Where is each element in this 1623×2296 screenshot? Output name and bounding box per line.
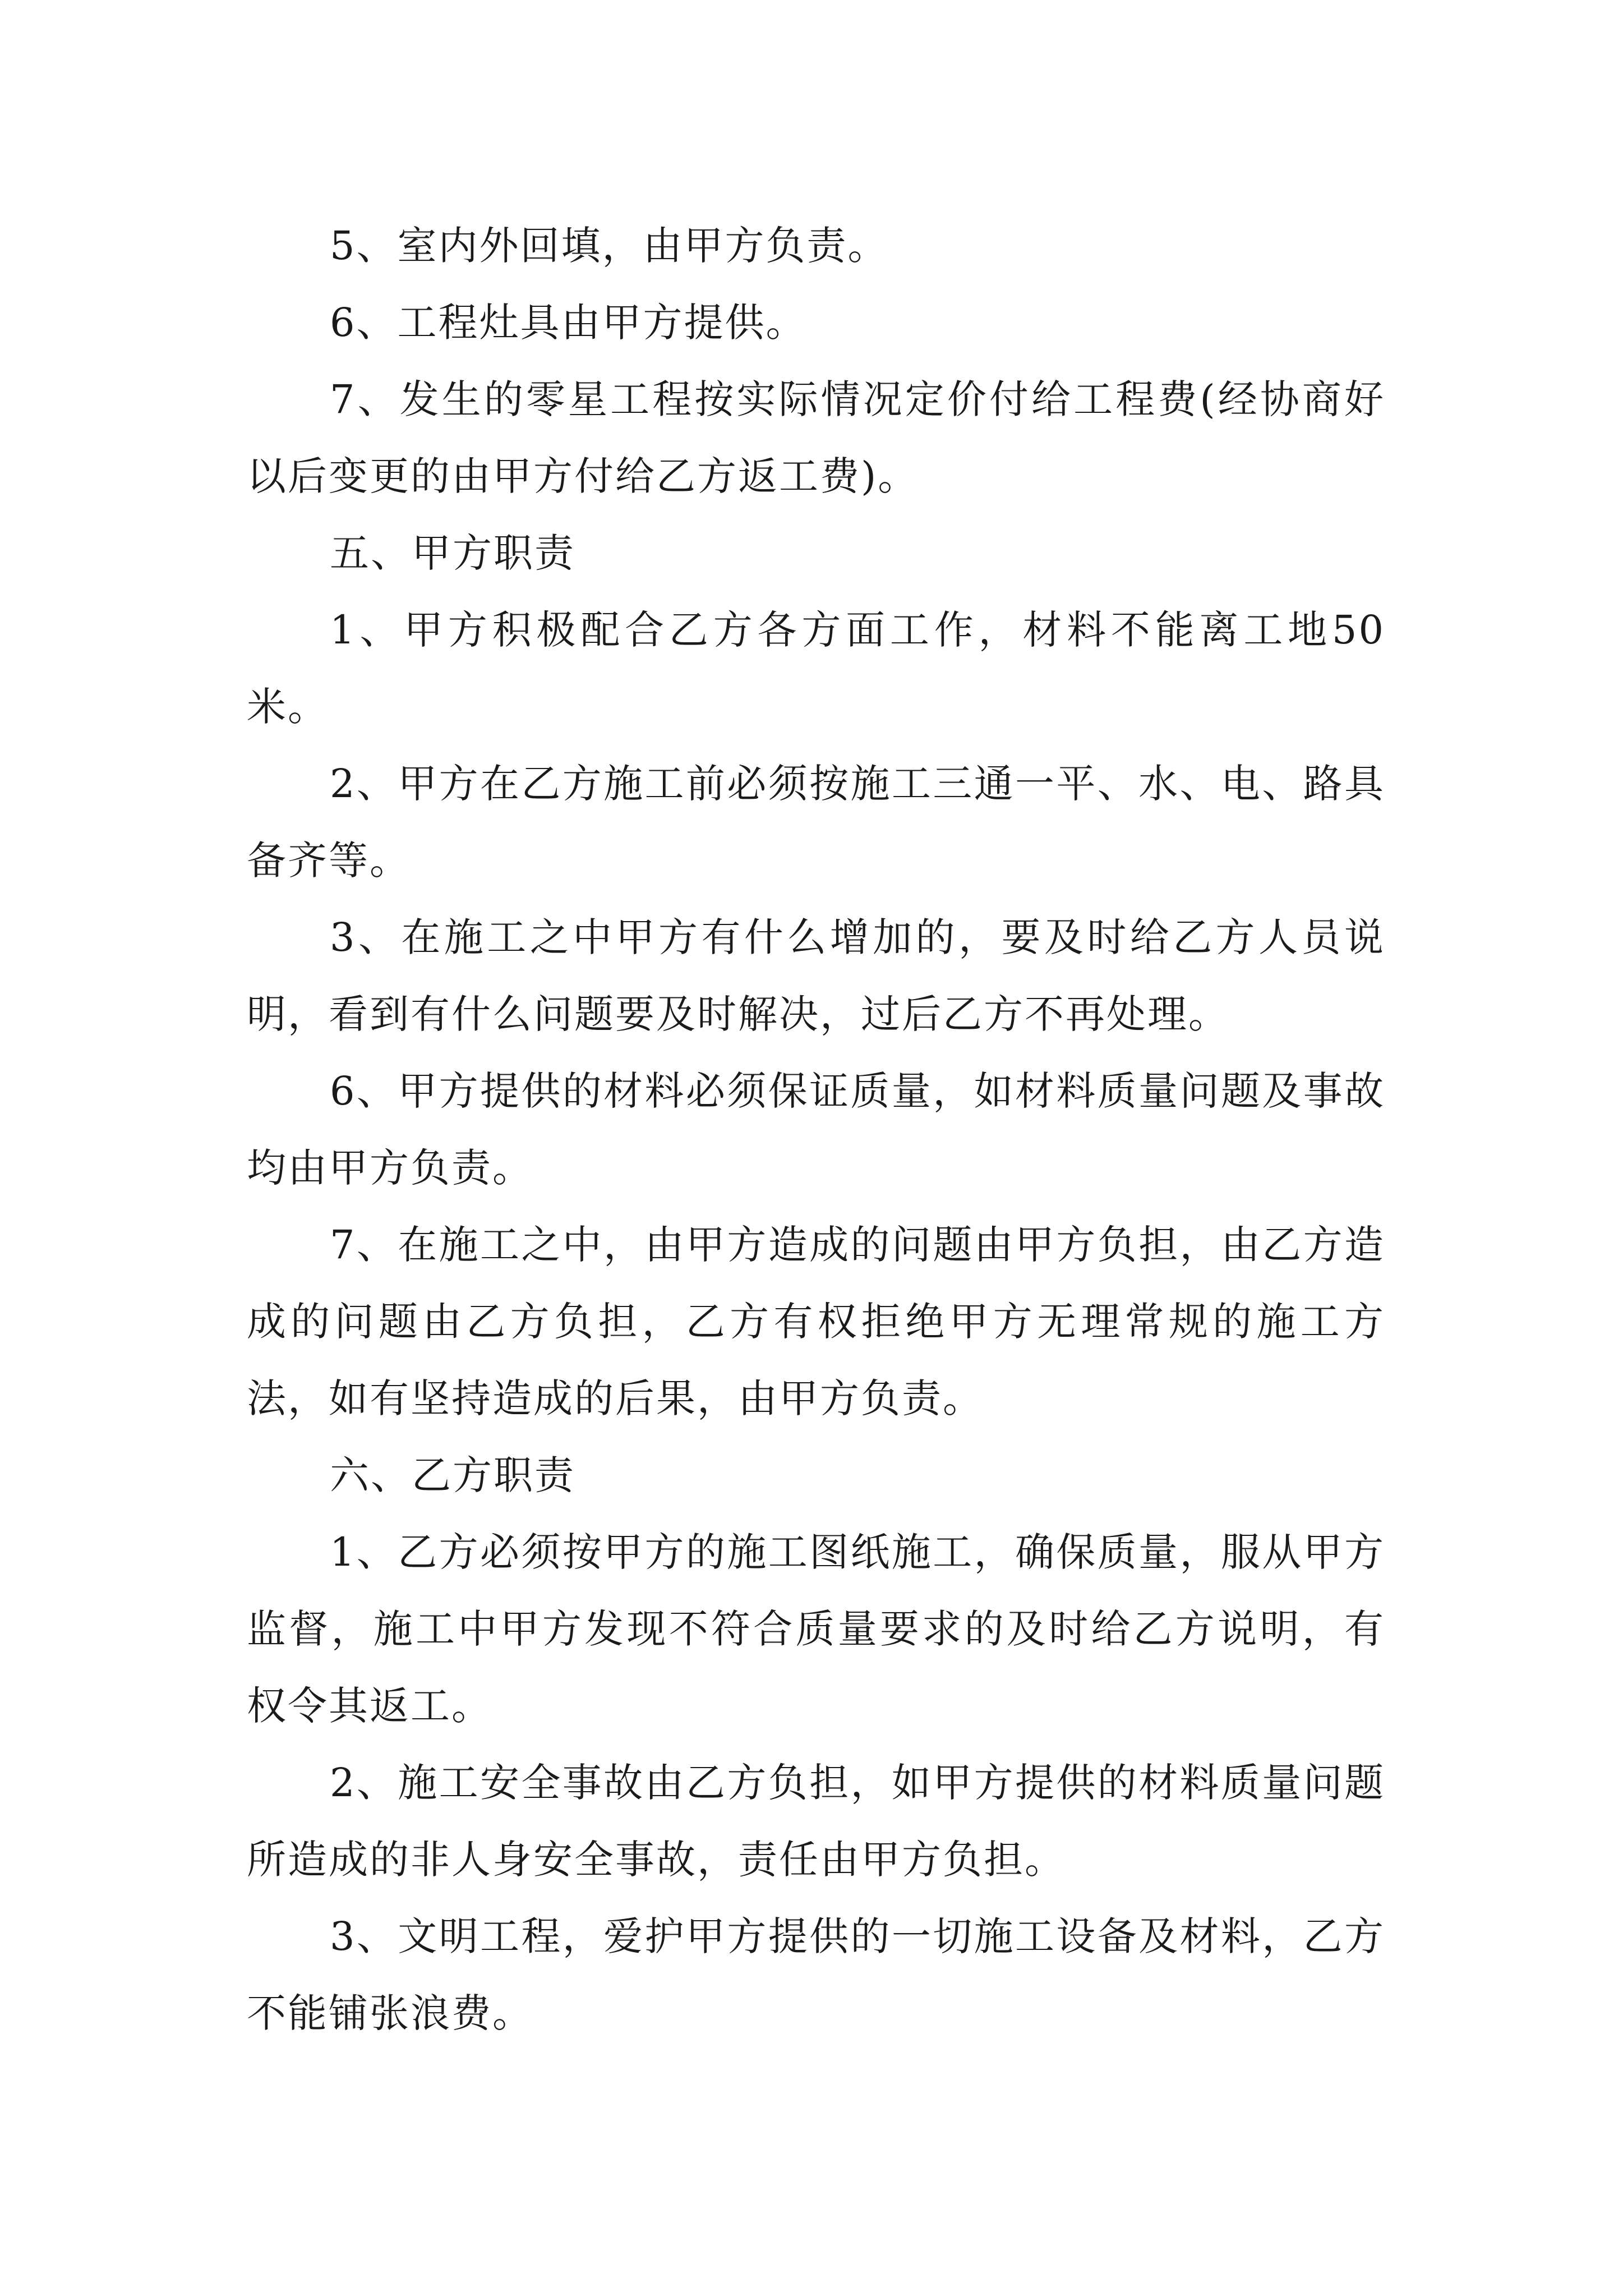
section-heading-party-a: 五、甲方职责 — [330, 530, 575, 576]
party-b-duty-1: 1、乙方必须按甲方的施工图纸施工，确保质量，服从甲方监督，施工中甲方发现不符合质量要求的及时给乙方说明，有权令其返工。 — [247, 1529, 1385, 1729]
clause-6-stoves: 6、工程灶具由甲方提供。 — [330, 300, 807, 346]
party-b-duty-2: 2、施工安全事故由乙方负担，如甲方提供的材料质量问题所造成的非人身安全事故，责任由甲方负担。 — [247, 1760, 1385, 1883]
clause-7-misc-works: 7、发生的零星工程按实际情况定价付给工程费(经协商好以后变更的由甲方付给乙方返工费)。 — [247, 376, 1385, 499]
clause-5-backfill: 5、室内外回填，由甲方负责。 — [330, 223, 889, 269]
party-a-duty-1: 1、甲方积极配合乙方各方面工作，材料不能离工地50米。 — [247, 607, 1385, 730]
party-a-duty-7: 7、在施工之中，由甲方造成的问题由甲方负担，由乙方造成的问题由乙方负担，乙方有权拒绝甲方无理常规的施工方法，如有坚持造成的后果，由甲方负责。 — [247, 1222, 1385, 1421]
section-heading-party-b: 六、乙方职责 — [330, 1452, 575, 1498]
document-body — [247, 208, 1385, 2052]
party-a-duty-3: 3、在施工之中甲方有什么增加的，要及时给乙方人员说明，看到有什么问题要及时解决，过后乙方不再处理。 — [247, 914, 1385, 1037]
party-a-duty-2: 2、甲方在乙方施工前必须按施工三通一平、水、电、路具备齐等。 — [247, 761, 1385, 884]
party-b-duty-3: 3、文明工程，爱护甲方提供的一切施工设备及材料，乙方不能铺张浪费。 — [247, 1913, 1385, 2036]
party-a-duty-6: 6、甲方提供的材料必须保证质量，如材料质量问题及事故均由甲方负责。 — [247, 1068, 1385, 1191]
